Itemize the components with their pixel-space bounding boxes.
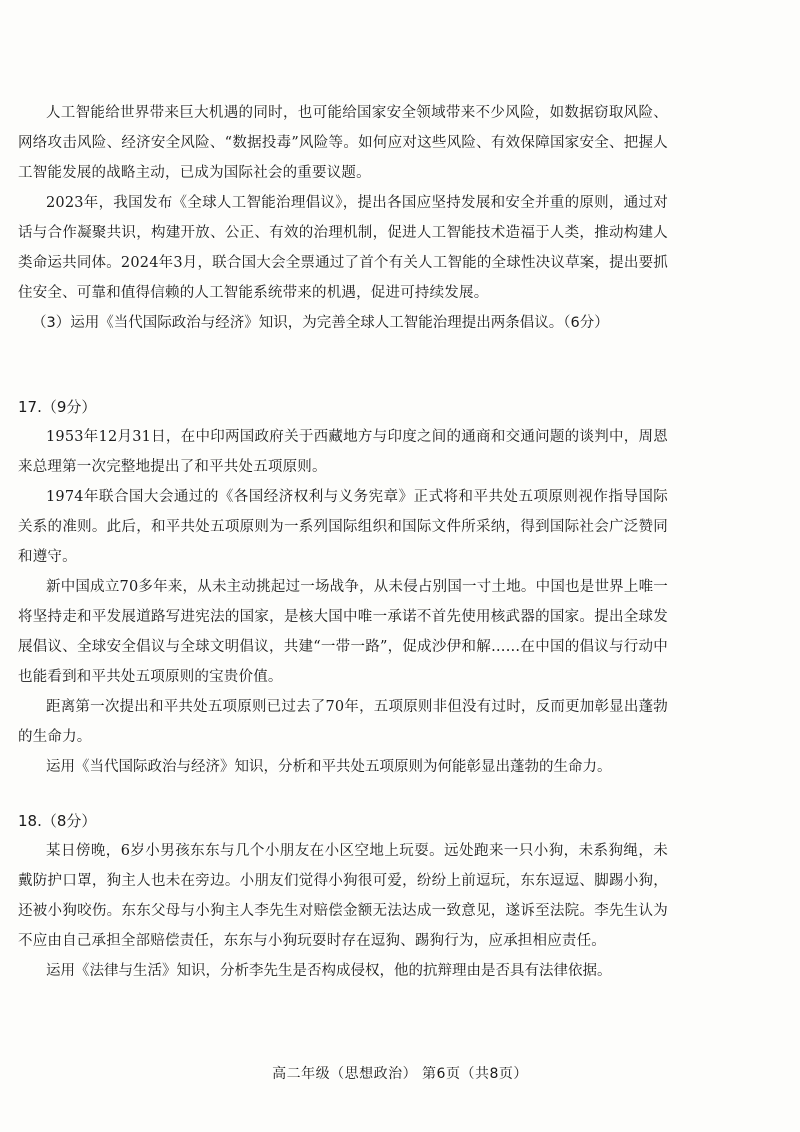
q17-header: 17.（9分）	[18, 398, 97, 416]
q17-paragraph-4: 距离第一次提出和平共处五项原则已过去了70年，五项原则非但没有过时，反而更加彰显出蓬勃的生命力。	[18, 699, 668, 745]
q18-paragraph-1: 某日傍晚，6岁小男孩东东与几个小朋友在小区空地上玩耍。远处跑来一只小狗，未系狗绳，未戴防护口罩，狗主人也未在旁边。小朋友们觉得小狗很可爱，纷纷上前逗玩，东东逗逗、脚踢小狗，还被小狗咬伤。东东父母与小狗主人李先生对赔偿金额无法达成一致意见，遂诉至法院。李先生认为不应由自己承担全部赔偿责任，东东与小狗玩耍时存在逗狗、踢狗行为，应承担相应责任。	[18, 843, 668, 949]
q17-task: 运用《当代国际政治与经济》知识，分析和平共处五项原则为何能彰显出蓬勃的生命力。	[46, 759, 612, 775]
q18-task: 运用《法律与生活》知识，分析李先生是否构成侵权，他的抗辩理由是否具有法律依据。	[46, 963, 612, 979]
q16-material-paragraph-1: 人工智能给世界带来巨大机遇的同时，也可能给国家安全领域带来不少风险，如数据窃取风险、网络攻击风险、经济安全风险、“数据投毒”风险等。如何应对这些风险、有效保障国家安全、把握人工智能发展的战略主动，已成为国际社会的重要议题。	[18, 105, 668, 181]
question-17-section	[18, 392, 668, 782]
q16-task-3: （3）运用《当代国际政治与经济》知识，为完善全球人工智能治理提出两条倡议。（6分）	[32, 315, 609, 331]
q18-header: 18.（8分）	[18, 812, 97, 830]
q17-paragraph-2: 1974年联合国大会通过的《各国经济权利与义务宪章》正式将和平共处五项原则视作指导国际关系的准则。此后，和平共处五项原则为一系列国际组织和国际文件所采纳，得到国际社会广泛赞同和遵守。	[18, 489, 668, 565]
question-16-section	[18, 98, 668, 338]
q17-paragraph-1: 1953年12月31日，在中印两国政府关于西藏地方与印度之间的通商和交通问题的谈判中，周恩来总理第一次完整地提出了和平共处五项原则。	[18, 429, 668, 475]
q16-material-paragraph-2: 2023年，我国发布《全球人工智能治理倡议》，提出各国应坚持发展和安全并重的原则，通过对话与合作凝聚共识，构建开放、公正、有效的治理机制，促进人工智能技术造福于人类，推动构建人类命运共同体。2024年3月，联合国大会全票通过了首个有关人工智能的全球性决议草案，提出要抓住安全、可靠和值得信赖的人工智能系统带来的机遇，促进可持续发展。	[18, 195, 668, 301]
q17-paragraph-3: 新中国成立70多年来，从未主动挑起过一场战争，从未侵占别国一寸土地。中国也是世界上唯一将坚持走和平发展道路写进宪法的国家，是核大国中唯一承诺不首先使用核武器的国家。提出全球发展倡议、全球安全倡议与全球文明倡议，共建“一带一路”，促成沙伊和解……在中国的倡议与行动中也能看到和平共处五项原则的宝贵价值。	[18, 579, 668, 685]
page-footer: 高二年级（思想政治） 第6页（共8页）	[272, 1066, 528, 1082]
question-18-section	[18, 806, 668, 986]
